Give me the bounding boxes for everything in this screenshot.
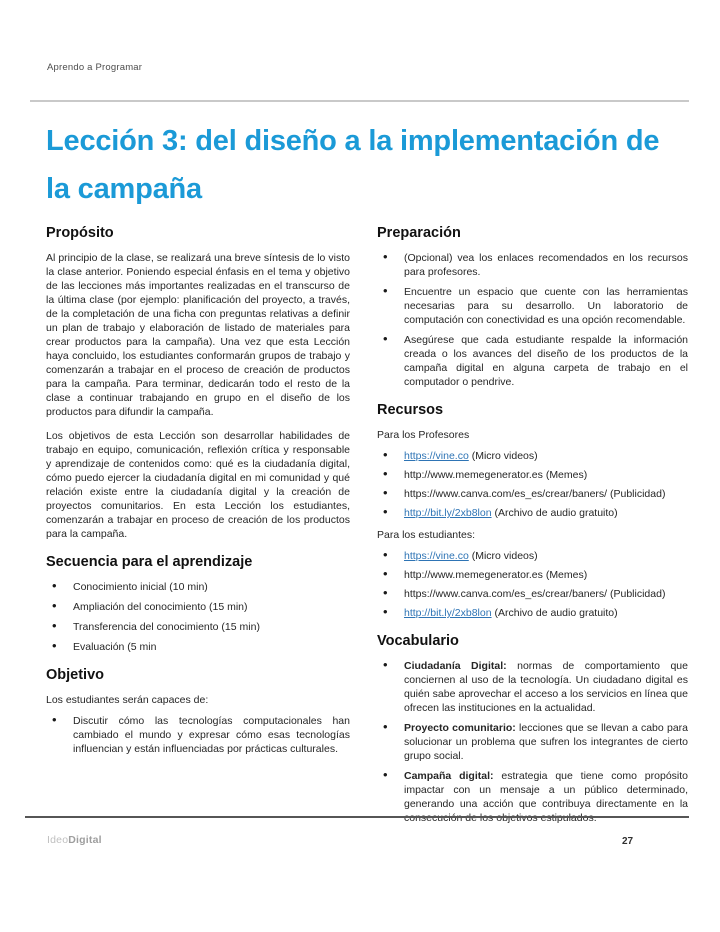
vocab-definition: normas de comportamiento que conciernen al uso de la tecnología. Un ciudadano digital es quién sabe aprovechar el acceso a los servicios en línea que ofrecen las instituciones en la actualidad. bbox=[404, 660, 688, 714]
preparacion-heading: Preparación bbox=[377, 225, 461, 241]
resource-suffix: (Micro videos) bbox=[468, 550, 538, 562]
list-item bbox=[377, 587, 688, 601]
list-item: • Transferencia del conocimiento (15 min) bbox=[46, 620, 350, 634]
left-column bbox=[46, 224, 350, 833]
list-item: • Encuentre un espacio que cuente con las herramientas necesarias para su desarrollo. Un laboratorio de computación con conectividad es una opción recomendable. bbox=[377, 285, 688, 327]
vocabulario-section bbox=[377, 632, 688, 825]
vocabulario-heading: Vocabulario bbox=[377, 633, 459, 649]
list-item bbox=[377, 506, 688, 520]
page-title-line-1: Lección 3: del diseño a la implementación de bbox=[46, 125, 660, 157]
secuencia-list bbox=[46, 580, 350, 654]
secuencia-section bbox=[46, 553, 350, 654]
objetivo-intro: Los estudiantes serán capaces de: bbox=[46, 694, 209, 706]
bitly-link[interactable]: http://bit.ly/2xb8lon bbox=[404, 507, 492, 519]
logo-text-ideo: Ideo bbox=[47, 834, 69, 846]
bitly-link[interactable]: http://bit.ly/2xb8lon bbox=[404, 607, 492, 619]
list-item bbox=[377, 468, 688, 482]
vine-link[interactable]: https://vine.co bbox=[404, 450, 469, 462]
two-column-layout bbox=[46, 224, 688, 833]
proposito-paragraph-2: Los objetivos de esta Lección son desarrollar habilidades de trabajo en equipo, comunicación, reflexión crítica y responsable y aprendizaje de contenidos como: qué es la ciudadanía digital, cómo puedo ejercer la ciudadanía digital en mi comunidad y qué relación existe entre la ciudadanía digital y la creación de proyectos comunitarios. En esta Lección los estudiantes, comenzarán a trabajar en proceso de creación de los productos para la campaña. bbox=[46, 430, 350, 540]
document-header-text: Aprendo a Programar bbox=[47, 62, 143, 73]
page-title bbox=[46, 117, 694, 213]
recursos-profesores-list bbox=[377, 449, 688, 520]
list-item bbox=[377, 449, 688, 463]
vocab-definition: lecciones que se llevan a cabo para solucionar un problema que sufren los integrantes de cierto grupo social. bbox=[404, 722, 688, 762]
list-item bbox=[377, 721, 688, 763]
list-item: • Ampliación del conocimiento (15 min) bbox=[46, 600, 350, 614]
list-item bbox=[377, 487, 688, 501]
secuencia-heading: Secuencia para el aprendizaje bbox=[46, 554, 253, 570]
footer-divider-line bbox=[25, 816, 689, 818]
objetivo-list bbox=[46, 714, 350, 756]
right-column bbox=[377, 224, 688, 833]
resource-suffix: (Archivo de audio gratuito) bbox=[491, 507, 618, 519]
list-item: • Evaluación (5 min bbox=[46, 640, 350, 654]
ideodigital-logo bbox=[47, 834, 102, 846]
logo-text-digital: Digital bbox=[68, 834, 102, 846]
proposito-paragraph-1: Al principio de la clase, se realizará una breve síntesis de lo visto la clase anterior. Poniendo especial énfasis en el tema y objetivo de las lecciones más importantes realizadas en el transcurso de la última clase (por ejemplo: planificación del proyecto, a través, de la completación de una ficha con preguntas relativas a definir un plan de trabajo y elaboración de listado de materiales para crear productos para la campaña). Una vez que esta Lección haya concluido, los estudiantes conformarán grupos de trabajo y comenzarán a trabajar en el proceso de creación de productos para la campaña. Para terminar, dedicarán todo el resto de la clase a continuar trabajando en grupo en el diseño de los productos para difundir la campaña. bbox=[46, 252, 350, 418]
vocabulario-list bbox=[377, 659, 688, 825]
vocab-definition: estrategia que tiene como propósito impactar con un mensaje a un público determinado, generando una acción que contribuya directamente en la consecución de los objetivos estipulados. bbox=[404, 770, 688, 824]
resource-text: http://www.memegenerator.es (Memes) bbox=[404, 569, 588, 581]
proposito-heading: Propósito bbox=[46, 225, 114, 241]
header-divider-line bbox=[30, 100, 689, 102]
list-item bbox=[377, 549, 688, 563]
vocab-term: Proyecto comunitario: bbox=[404, 722, 516, 734]
page-title-line-2: la campaña bbox=[46, 173, 202, 205]
list-item bbox=[377, 568, 688, 582]
recursos-estudiantes-label: Para los estudiantes: bbox=[377, 529, 476, 541]
vocab-term: Campaña digital: bbox=[404, 770, 494, 782]
resource-text: https://www.canva.com/es_es/crear/baners/ (Publicidad) bbox=[404, 588, 666, 600]
recursos-section bbox=[377, 401, 688, 620]
recursos-heading: Recursos bbox=[377, 402, 444, 418]
list-item bbox=[377, 606, 688, 620]
list-item: • Asegúrese que cada estudiante respalde la información creada o los avances del diseño de los productos de la campaña digital en alguna carpeta de trabajo en el computador o pendrive. bbox=[377, 333, 688, 389]
list-item: • Conocimiento inicial (10 min) bbox=[46, 580, 350, 594]
list-item: • (Opcional) vea los enlaces recomendados en los recursos para profesores. bbox=[377, 251, 688, 279]
page-number: 27 bbox=[622, 836, 634, 847]
preparacion-section bbox=[377, 224, 688, 389]
vine-link[interactable]: https://vine.co bbox=[404, 550, 469, 562]
list-item: • Discutir cómo las tecnologías computacionales han cambiado el mundo y expresar cómo esas tecnologías influencian y están influenciadas por prácticas culturales. bbox=[46, 714, 350, 756]
vocab-term: Ciudadanía Digital: bbox=[404, 660, 507, 672]
resource-suffix: (Archivo de audio gratuito) bbox=[491, 607, 618, 619]
resource-text: https://www.canva.com/es_es/crear/baners/ (Publicidad) bbox=[404, 488, 666, 500]
resource-text: http://www.memegenerator.es (Memes) bbox=[404, 469, 588, 481]
resource-suffix: (Micro videos) bbox=[468, 450, 538, 462]
recursos-estudiantes-list bbox=[377, 549, 688, 620]
objetivo-heading: Objetivo bbox=[46, 667, 105, 683]
list-item bbox=[377, 659, 688, 715]
preparacion-list bbox=[377, 251, 688, 389]
proposito-section bbox=[46, 224, 350, 541]
objetivo-section bbox=[46, 666, 350, 756]
recursos-profesores-label: Para los Profesores bbox=[377, 429, 470, 441]
